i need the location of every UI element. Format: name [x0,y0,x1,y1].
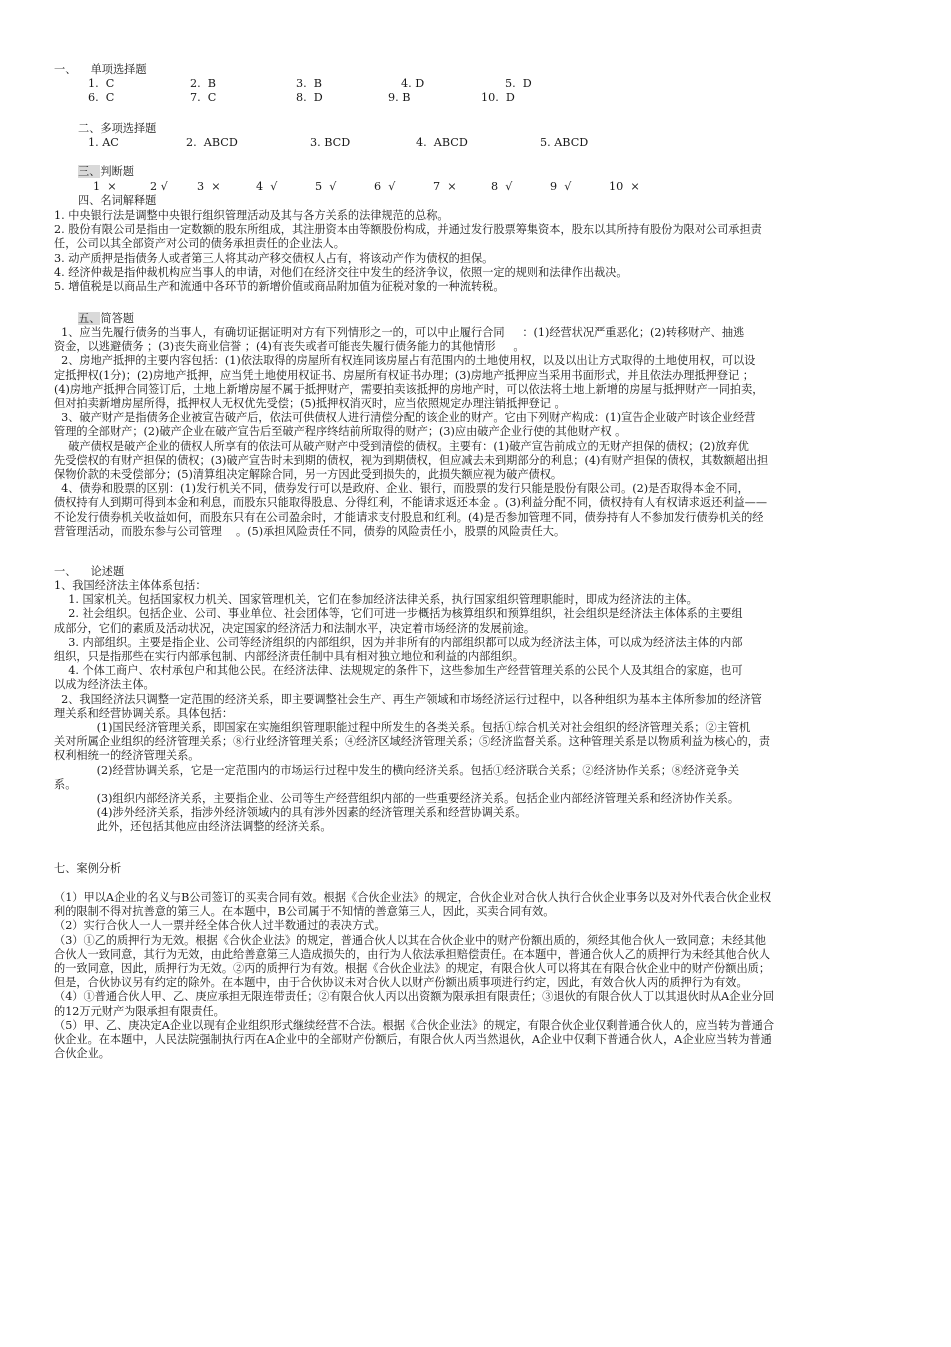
answer-line: 资金，以逃避债务 ；(3)丧失商业信誉 ；(4)有丧失或者可能丧失履行债务能力的其他情形 。 [54,340,525,354]
definition-line: 2. 股份有限公司是指由一定数额的股东所组成，其注册资本由等额股份构成，并通过发行股票筹集资本，股东以其所持有股份为限对公司承担责 [54,223,762,237]
essay-line: 2、我国经济法只调整一定范围的经济关系，即主要调整社会生产、再生产领域和市场经济运行过程中，以各种组织为基本主体所参加的经济管 [54,692,762,706]
answer-line: 破产债权是破产企业的债权人所享有的依法可从破产财产中受到清偿的债权。主要有：(1)破产宣告前成立的无财产担保的债权；(2)放弃优 [54,439,749,453]
answer-line: 2、房地产抵押的主要内容包括：(1)依法取得的房屋所有权连同该房屋占有范围内的土地使用权，以及以出让方式取得的土地使用权，可以设 [54,354,756,368]
answer-item: 4 √ [256,180,278,193]
answer-item: 2. ABCD [186,136,238,149]
section-title-text: 简答题 [100,312,134,325]
essay-line: (1)国民经济管理关系，即国家在实施组织管理职能过程中所发生的各类关系。包括①综合机关对社会组织的经济管理关系；②主管机 [54,721,751,734]
answer-line: 先受偿权的有财产担保的债权；(3)破产宣告时未到期的债权，视为到期债权，但应减去未到期部分的利息；(4)有财产担保的债权，其数额超出担 [54,453,769,467]
case-line: （5）甲、乙、庚决定A企业以现有企业组织形式继续经营不合法。根据《合伙企业法》的规定，有限合伙企业仅剩普通合伙人的，应当转为普通合 [54,1018,775,1032]
essay-line: 组织，只是指那些在实行内部承包制、内部经济责任制中具有相对独立地位和利益的内部组织。 [54,650,524,663]
case-line: （4）①普通合伙人甲、乙、庚应承担无限连带责任；②有限合伙人丙以出资额为限承担有限责任；③退伙的有限合伙人丁以其退伙时从A企业分回 [54,990,775,1004]
answer-item: 9 √ [550,180,572,193]
answer-line: 保物价款的未受偿部分；(5)清算组决定解除合同，另一方因此受到损失的，此损失额应视为破产债权。 [54,468,563,481]
essay-line: 理关系和经营协调关系。具体包括： [54,706,234,720]
essay-line: 成部分，它们的素质及活动状况，决定国家的经济活力和法制水平，决定着市场经济的发展前途。 [54,621,536,635]
case-line: （2）实行合伙人一人一票并经全体合伙人过半数通过的表决方式。 [54,919,386,933]
section-multiple-choice-title: 二、多项选择题 [78,122,157,135]
answer-item: 7 × [433,180,457,193]
definition-line: 1. 中央银行法是调整中央银行组织管理活动及其与各方关系的法律规范的总称。 [54,209,449,222]
answer-item: 8 √ [491,180,513,193]
answer-item: 4. ABCD [416,136,468,149]
case-line: 的一致同意，因此，质押行为无效。②丙的质押行为有效。根据《合伙企业法》的规定，有限合伙人可以将其在有限合伙企业中的财产份额出质； [54,962,771,975]
answer-item: 4. D [401,77,425,90]
section-case-analysis-title: 七、案例分析 [54,862,122,875]
case-line: 伙企业。在本题中，人民法院强制执行丙在A企业中的全部财产份额后，有限合伙人丙当然退伙，A企业中仅剩下普通合伙人，A企业应当转为普通 [54,1033,772,1046]
definition-line: 4. 经济仲裁是指仲裁机构应当事人的申请，对他们在经济交往中发生的经济争议，依照一定的规则和法律作出裁决。 [54,265,628,279]
answer-line: 营管理活动，而股东参与公司管理 。(5)承担风险责任不同，债券的风险责任小，股票的风险责任大。 [54,524,566,538]
answer-item: 1 × [93,180,117,193]
essay-line: 权利相统一的经济管理关系。 [54,749,200,763]
definition-line: 3. 动产质押是指债务人或者第三人将其动产移交债权人占有，将该动产作为债权的担保。 [54,251,494,265]
essay-line: 3. 内部组织。主要是指企业、公司等经济组织的内部组织，因为并非所有的内部组织都可以成为经济法主体，可以成为经济法主体的内部 [54,635,743,649]
essay-line: 系。 [54,777,77,791]
answer-item: 5. ABCD [540,136,589,149]
section-true-false-title [78,165,134,179]
section-definitions-title: 四、名词解释题 [78,194,157,207]
essay-line: 以成为经济法主体。 [54,678,155,692]
answer-item: 5 √ [315,180,337,193]
essay-line: 1、我国经济法主体体系包括： [54,579,207,592]
case-line: （1）甲以A企业的名义与B公司签订的买卖合同有效。根据《合伙企业法》的规定，合伙企业对合伙人执行合伙企业事务以及对外代表合伙企业权 [54,891,772,904]
answer-line: 定抵押权(1分)；(2)房地产抵押，应当凭土地使用权证书、房屋所有权证书办理；(3)房地产抵押应当采用书面形式，并且依法办理抵押登记 ； [54,368,754,382]
answer-line: 3、破产财产是指债务企业被宣告破产后，依法可供债权人进行清偿分配的该企业的财产。它由下列财产构成：(1)宣告企业破产时该企业经营 [54,411,756,425]
answer-item: 10 × [609,180,640,193]
case-line: 利的限制不得对抗善意的第三人。在本题中，B公司属于不知情的善意第三人，因此，买卖合同有效。 [54,905,555,919]
section-short-answer-title [78,312,134,326]
definition-line: 任，公司以其全部资产对公司的债务承担责任的企业法人。 [54,237,345,251]
answer-item: 6. C [88,91,115,104]
answer-item: 6 √ [374,180,396,193]
section-number-highlight: 五、 [78,312,101,325]
answer-item: 5. D [505,77,532,90]
case-line: （3）①乙的质押行为无效。根据《合伙企业法》的规定，普通合伙人以其在合伙企业中的财产份额出质的，须经其他合伙人一致同意；未经其他 [54,933,766,947]
essay-line: (4)涉外经济关系，指涉外经济领域内的具有涉外因素的经济管理关系和经营协调关系。 [54,806,527,820]
case-line: 但是，合伙协议另有约定的除外。在本题中，由于合伙协议未对合伙人以财产份额出质事项进行约定，因此，有效合伙人丙的质押行为有效。 [54,976,748,990]
essay-line: 此外，还包括其他应由经济法调整的经济关系。 [54,820,332,834]
answer-item: 7. C [190,91,217,104]
case-line: 的12万元财产为限承担有限责任。 [54,1004,225,1018]
section-number-highlight: 三、 [78,165,101,178]
answer-item: 9. B [388,91,411,104]
answer-item: 2. B [190,77,217,90]
answer-item: 1. C [88,77,115,90]
case-line: 合伙人一致同意，其行为无效，由此给善意第三人造成损失的，由行为人依法承担赔偿责任。在本题中，普通合伙人乙的质押行为未经其他合伙人 [54,947,771,961]
essay-line: 1. 国家机关。包括国家权力机关、国家管理机关，它们在参加经济法律关系，执行国家组织管理职能时，即成为经济法的主体。 [54,593,698,607]
answer-item: 3. BCD [310,136,351,149]
definition-line: 5. 增值税是以商品生产和流通中各环节的新增价值或商品附加值为征税对象的一种流转税。 [54,280,505,293]
answer-line: 债权持有人到期可得到本金和利息，而股东只能取得股息、分得红利，不能请求返还本金 。(3)利益分配不同，债权持有人有权请求返还利益—— [54,496,768,510]
essay-line: (3)组织内部经济关系，主要指企业、公司等生产经营组织内部的一些重要经济关系。包括企业内部经济管理关系和经济协作关系。 [54,792,740,805]
essay-line: 关对所属企业组织的经济管理关系；⑧行业经济管理关系；④经济区域经济管理关系；⑤经济监督关系。这种管理关系是以物质利益为核心的，责 [54,735,771,749]
essay-line: 4. 个体工商户、农村承包户和其他公民。在经济法律、法规规定的条件下，这些参加生产经营管理关系的公民个人及其组合的家庭，也可 [54,664,743,678]
section-title-text: 判断题 [100,165,134,178]
essay-line: (2)经营协调关系，它是一定范围内的市场运行过程中发生的横向经济关系。包括①经济联合关系；②经济协作关系；⑧经济竞争关 [54,763,740,777]
answer-item: 1. AC [88,136,119,149]
essay-line: 2. 社会组织。包括企业、公司、事业单位、社会团体等，它们可进一步概括为核算组织和预算组织，社会组织是经济法主体体系的主要组 [54,607,743,621]
answer-line: 管理的全部财产；(2)破产企业在破产宣告后至破产程序终结前所取得的财产；(3)应由破产企业行使的其他财产权 。 [54,425,627,439]
answer-item: 2 √ [150,180,168,193]
answer-line: 1、应当先履行债务的当事人，有确切证据证明对方有下列情形之一的，可以中止履行合同 ：(1)经营状况严重恶化；(2)转移财产、抽逃 [54,326,745,339]
answer-item: 10. D [481,91,515,104]
answer-item: 3 × [197,180,221,193]
case-line: 合伙企业。 [54,1047,110,1061]
section-essay-title: 一、 论述题 [54,565,125,578]
answer-line: 4、债券和股票的区别：(1)发行机关不同，债券发行可以是政府、企业、银行，而股票的发行只能是股份有限公司。(2)是否取得本金不同， [54,482,749,496]
answer-line: 不论发行债券机关收益如何，而股东只有在公司盈余时，才能请求支付股息和红利。(4)是否参加管理不同，债券持有人不参加发行债券机关的经 [54,510,764,524]
section-single-choice-title: 一、 单项选择题 [54,63,147,76]
answer-item: 3. B [296,77,323,90]
answer-item: 8. D [296,91,323,104]
answer-line: (4)房地产抵押合同签订后，土地上新增房屋不属于抵押财产，需要拍卖该抵押的房地产时，可以依法将土地上新增的房屋与抵押财产一同拍卖， [54,382,764,396]
answer-line: 但对拍卖新增房屋所得，抵押权人无权优先受偿；(5)抵押权消灭时，应当依照规定办理注销抵押登记 。 [54,397,566,410]
